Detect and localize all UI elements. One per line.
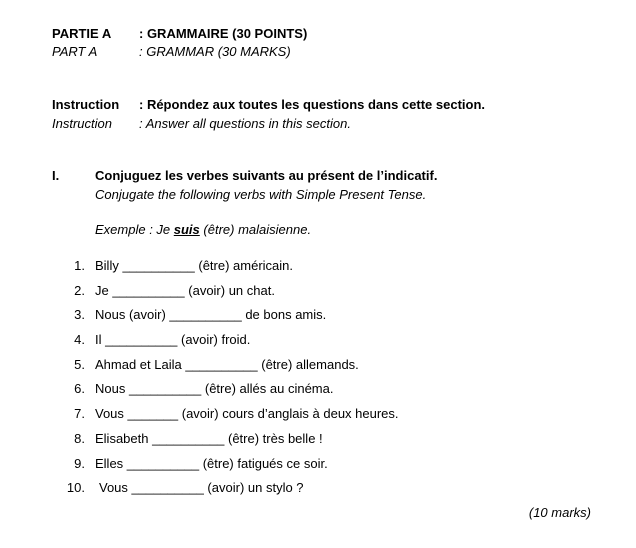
part-title-fr: : GRAMMAIRE (30 POINTS) [139, 26, 308, 41]
question-number: 5. [74, 357, 85, 372]
marks-label: (10 marks) [528, 505, 591, 520]
question-text: Je __________ (avoir) un chat. [95, 283, 275, 298]
question-text: Vous _______ (avoir) cours d’anglais à deux heures. [95, 406, 399, 421]
question-text: Billy __________ (être) américain. [95, 258, 293, 273]
question-number: 7. [74, 406, 85, 421]
example-answer: suis [173, 222, 200, 237]
question-text: Elisabeth __________ (être) très belle ! [95, 431, 323, 446]
question-number: 9. [74, 456, 85, 471]
section-heading-fr: Conjuguez les verbes suivants au présent de l’indicatif. [95, 168, 438, 183]
question-text: Il __________ (avoir) froid. [95, 332, 251, 347]
instruction-text-en: : Answer all questions in this section. [139, 116, 351, 131]
part-title-en: : GRAMMAR (30 MARKS) [139, 44, 291, 59]
question-text: Elles __________ (être) fatigués ce soir. [95, 456, 328, 471]
question-number: 3. [74, 307, 85, 322]
question-text: Nous (avoir) __________ de bons amis. [95, 307, 327, 322]
instruction-label-fr: Instruction [52, 97, 120, 112]
part-label-en: PART A [52, 44, 98, 59]
question-text: Nous __________ (être) allés au cinéma. [95, 381, 334, 396]
question-text: Ahmad et Laila __________ (être) allemands. [95, 357, 359, 372]
section-numeral: I. [52, 168, 60, 183]
question-text: Vous __________ (avoir) un stylo ? [99, 480, 304, 495]
question-number: 8. [74, 431, 85, 446]
instruction-label-en: Instruction [52, 116, 112, 131]
question-number: 1. [74, 258, 85, 273]
part-label-fr: PARTIE A [52, 26, 112, 41]
question-number: 4. [74, 332, 85, 347]
example-line [95, 222, 311, 238]
example-suffix: (être) malaisienne. [199, 222, 312, 237]
question-number: 10. [66, 480, 85, 495]
question-number: 2. [74, 283, 85, 298]
question-number: 6. [74, 381, 85, 396]
section-heading-en: Conjugate the following verbs with Simple Present Tense. [95, 187, 427, 202]
instruction-text-fr: : Répondez aux toutes les questions dans cette section. [139, 97, 486, 112]
example-prefix: Exemple : Je [95, 222, 174, 237]
